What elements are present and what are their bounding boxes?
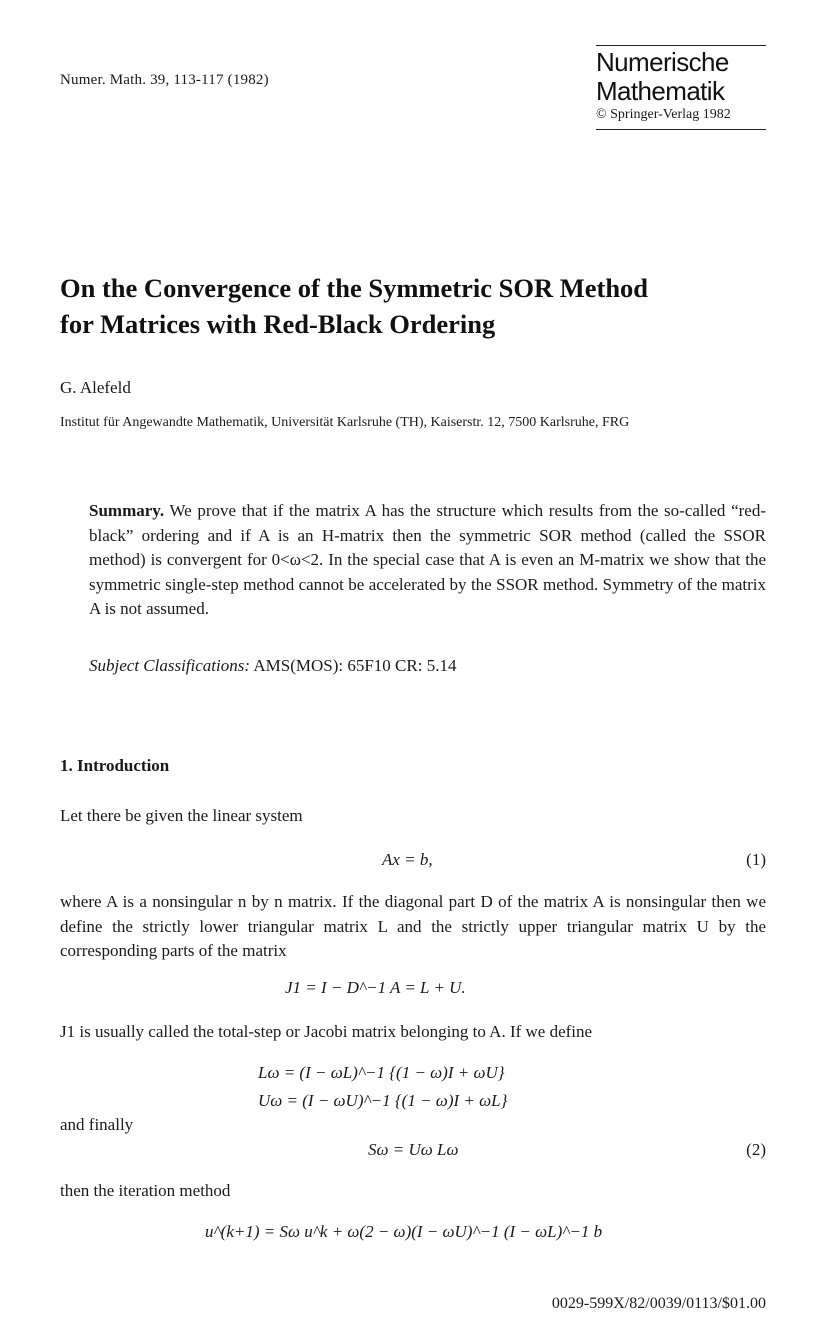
title-line-2: for Matrices with Red-Black Ordering	[60, 309, 496, 339]
equation-iteration: u^(k+1) = Sω u^k + ω(2 − ω)(I − ωU)^−1 (I − ωL)^−1 b	[205, 1222, 603, 1241]
journal-citation: Numer. Math. 39, 113-117 (1982)	[60, 72, 269, 88]
intro-paragraph-1: Let there be given the linear system	[60, 806, 303, 825]
section-heading: 1. Introduction	[60, 756, 170, 775]
article-code: 0029-599X/82/0039/0113/$01.00	[551, 1295, 766, 1312]
copyright-notice: © Springer-Verlag 1982	[596, 107, 731, 122]
masthead-bottom-rule	[596, 129, 766, 130]
equation-2: Sω = Uω Lω	[368, 1140, 459, 1159]
intro-paragraph-4: then the iteration method	[60, 1181, 231, 1200]
journal-masthead	[596, 45, 766, 130]
article-title	[60, 270, 760, 342]
equation-jacobi: J1 = I − D^−1 A = L + U.	[285, 978, 466, 997]
subject-classifications	[89, 656, 456, 676]
masthead-top-rule	[596, 45, 766, 46]
summary-paragraph	[89, 499, 766, 622]
intro-paragraph-2: where A is a nonsingular n by n matrix. If the diagonal part D of the matrix A is nonsingular then we define the strictly lower triangular matrix L and the strictly upper triangular matrix U by the corresponding parts of the matrix	[60, 892, 766, 960]
subject-value: AMS(MOS): 65F10 CR: 5.14	[253, 656, 457, 675]
and-finally-text: and finally	[60, 1115, 134, 1134]
equation-1: Ax = b,	[382, 850, 433, 869]
equation-u-omega: Uω = (I − ωU)^−1 {(1 − ω)I + ωL}	[258, 1091, 508, 1110]
equation-1-number: (1)	[746, 850, 766, 869]
subject-label: Subject Classifications:	[89, 656, 251, 675]
journal-name-line1: Numerische	[596, 47, 729, 77]
intro-paragraph-3: J1 is usually called the total-step or Jacobi matrix belonging to A. If we define	[60, 1022, 593, 1041]
journal-name-line2: Mathematik	[596, 76, 725, 106]
title-line-1: On the Convergence of the Symmetric SOR Method	[60, 273, 649, 303]
author-name: G. Alefeld	[60, 378, 131, 397]
equation-2-number: (2)	[746, 1140, 766, 1159]
summary-text: We prove that if the matrix A has the structure which results from the so-called “red-black” ordering and if A is an H-matrix then the symmetric SOR method (called the SSOR method) is convergent for 0<ω<2. In the special case that A is even an M-matrix we show that the symmetric single-step method cannot be accelerated by the SSOR method. Symmetry of the matrix A is not assumed.	[89, 501, 767, 618]
summary-label: Summary.	[89, 501, 165, 520]
equation-l-omega: Lω = (I − ωL)^−1 {(1 − ω)I + ωU}	[258, 1063, 505, 1082]
author-affiliation: Institut für Angewandte Mathematik, Universität Karlsruhe (TH), Kaiserstr. 12, 7500 Karlsruhe, FRG	[60, 415, 630, 430]
